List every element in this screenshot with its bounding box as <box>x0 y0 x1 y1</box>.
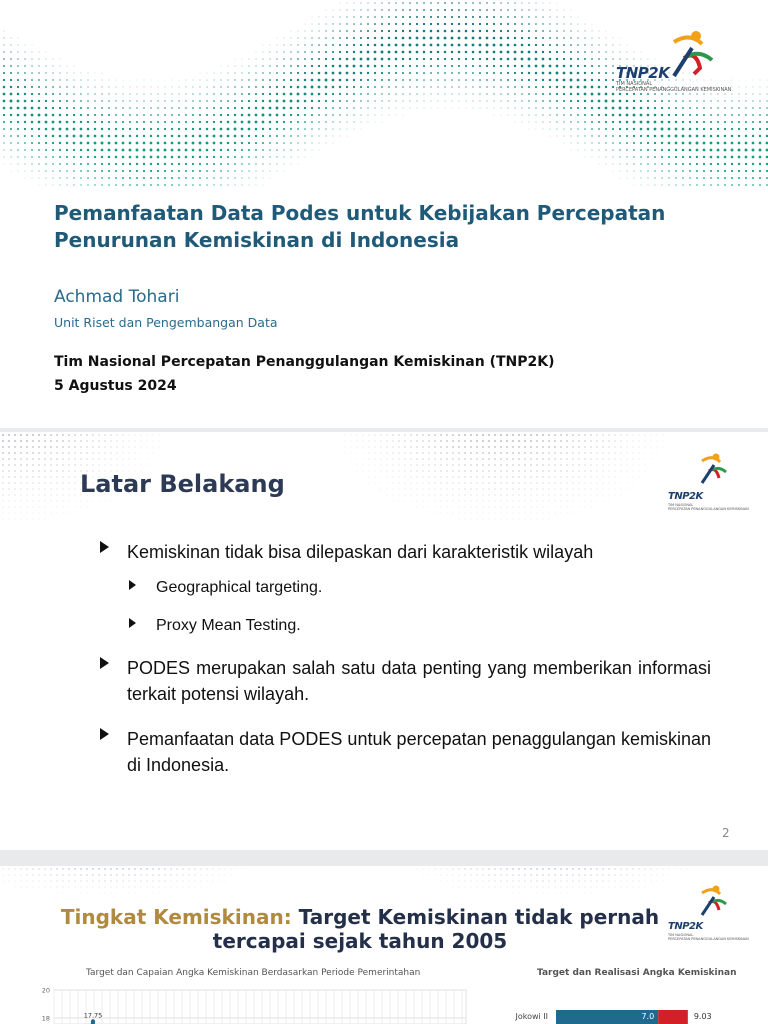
author-name: Achmad Tohari <box>54 287 180 307</box>
plot-area <box>54 990 466 1024</box>
bullet-text: Pemanfaatan data PODES untuk percepatan penaggulangan kemiskinan di Indonesia. <box>127 729 711 775</box>
y-tick-label: 18 <box>41 1014 50 1023</box>
slide-title-highlight: Tingkat Kemiskinan: <box>60 905 292 929</box>
bullet-text: Kemiskinan tidak bisa dilepaskan dari karakteristik wilayah <box>127 542 594 562</box>
logo-wordmark: TNP2K <box>616 64 670 82</box>
slide-title-rest: Target Kemiskinan tidak pernah tercapai sejak tahun 2005 <box>212 905 660 953</box>
logo-wordmark: TNP2K <box>668 491 703 502</box>
logo-subtitle-line2: PERCEPATAN PENANGGULANGAN KEMISKINAN <box>616 86 732 93</box>
slide-heading: Latar Belakang <box>80 470 285 498</box>
bar-chart-title: Target dan Realisasi Angka Kemiskinan <box>537 968 737 978</box>
tnp2k-logo <box>614 28 732 93</box>
arrow-bullet-icon <box>129 618 136 628</box>
poverty-rate-slide <box>0 866 768 1024</box>
y-tick-label: 20 <box>41 986 50 995</box>
logo-subtitle-line1: TIM NASIONAL <box>668 933 694 937</box>
logo-wordmark: TNP2K <box>668 921 703 932</box>
logo-subtitle-line1: TIM NASIONAL <box>668 503 694 507</box>
arrow-bullet-icon <box>100 657 109 669</box>
sub-bullet-item <box>100 577 711 599</box>
logo-subtitle-line2: PERCEPATAN PENANGGULANGAN KEMISKINAN <box>668 937 749 942</box>
line-chart <box>30 980 470 1024</box>
bullet-item <box>100 655 711 707</box>
bullet-item <box>100 539 711 565</box>
logo-subtitle-line2: PERCEPATAN PENANGGULANGAN KEMISKINAN <box>668 507 749 512</box>
background-slide <box>0 432 768 850</box>
bullet-text: Proxy Mean Testing. <box>156 617 301 634</box>
presentation-title: Pemanfaatan Data Podes untuk Kebijakan Percepatan Penurunan Kemiskinan di Indonesia <box>54 201 666 252</box>
arrow-bullet-icon <box>129 580 136 590</box>
sub-bullet-item <box>100 615 711 637</box>
category-label: Jokowi II <box>515 1012 548 1021</box>
data-label: 17.75 <box>83 1011 103 1020</box>
bar-realisasi <box>658 1010 688 1024</box>
bullet-text: Geographical targeting. <box>156 579 323 596</box>
dot-pattern-top <box>0 866 768 906</box>
logo-subtitle-line1: TIM NASIONAL <box>616 81 653 87</box>
arrow-bullet-icon <box>100 728 109 740</box>
bar-target-label: 7.0 <box>641 1012 655 1021</box>
bar-chart <box>500 980 740 1024</box>
bar-realisasi-label: 9.03 <box>693 1012 712 1021</box>
presentation-date: 5 Agustus 2024 <box>54 378 177 394</box>
bullet-text: PODES merupakan salah satu data penting yang memberikan informasi terkait potensi wilayah. <box>127 658 711 704</box>
tnp2k-logo-small <box>668 452 749 512</box>
organization-name: Tim Nasional Percepatan Penanggulangan Kemiskinan (TNP2K) <box>54 354 555 370</box>
slide-title <box>40 905 680 953</box>
line-chart-title: Target dan Capaian Angka Kemiskinan Berdasarkan Periode Pemerintahan <box>86 968 421 978</box>
title-slide <box>0 0 768 428</box>
data-point <box>91 1019 95 1023</box>
arrow-bullet-icon <box>100 541 109 553</box>
tnp2k-emblem-icon <box>668 452 728 486</box>
page-number: 2 <box>722 826 730 840</box>
author-unit: Unit Riset dan Pengembangan Data <box>54 315 278 330</box>
bullet-item <box>100 726 711 778</box>
